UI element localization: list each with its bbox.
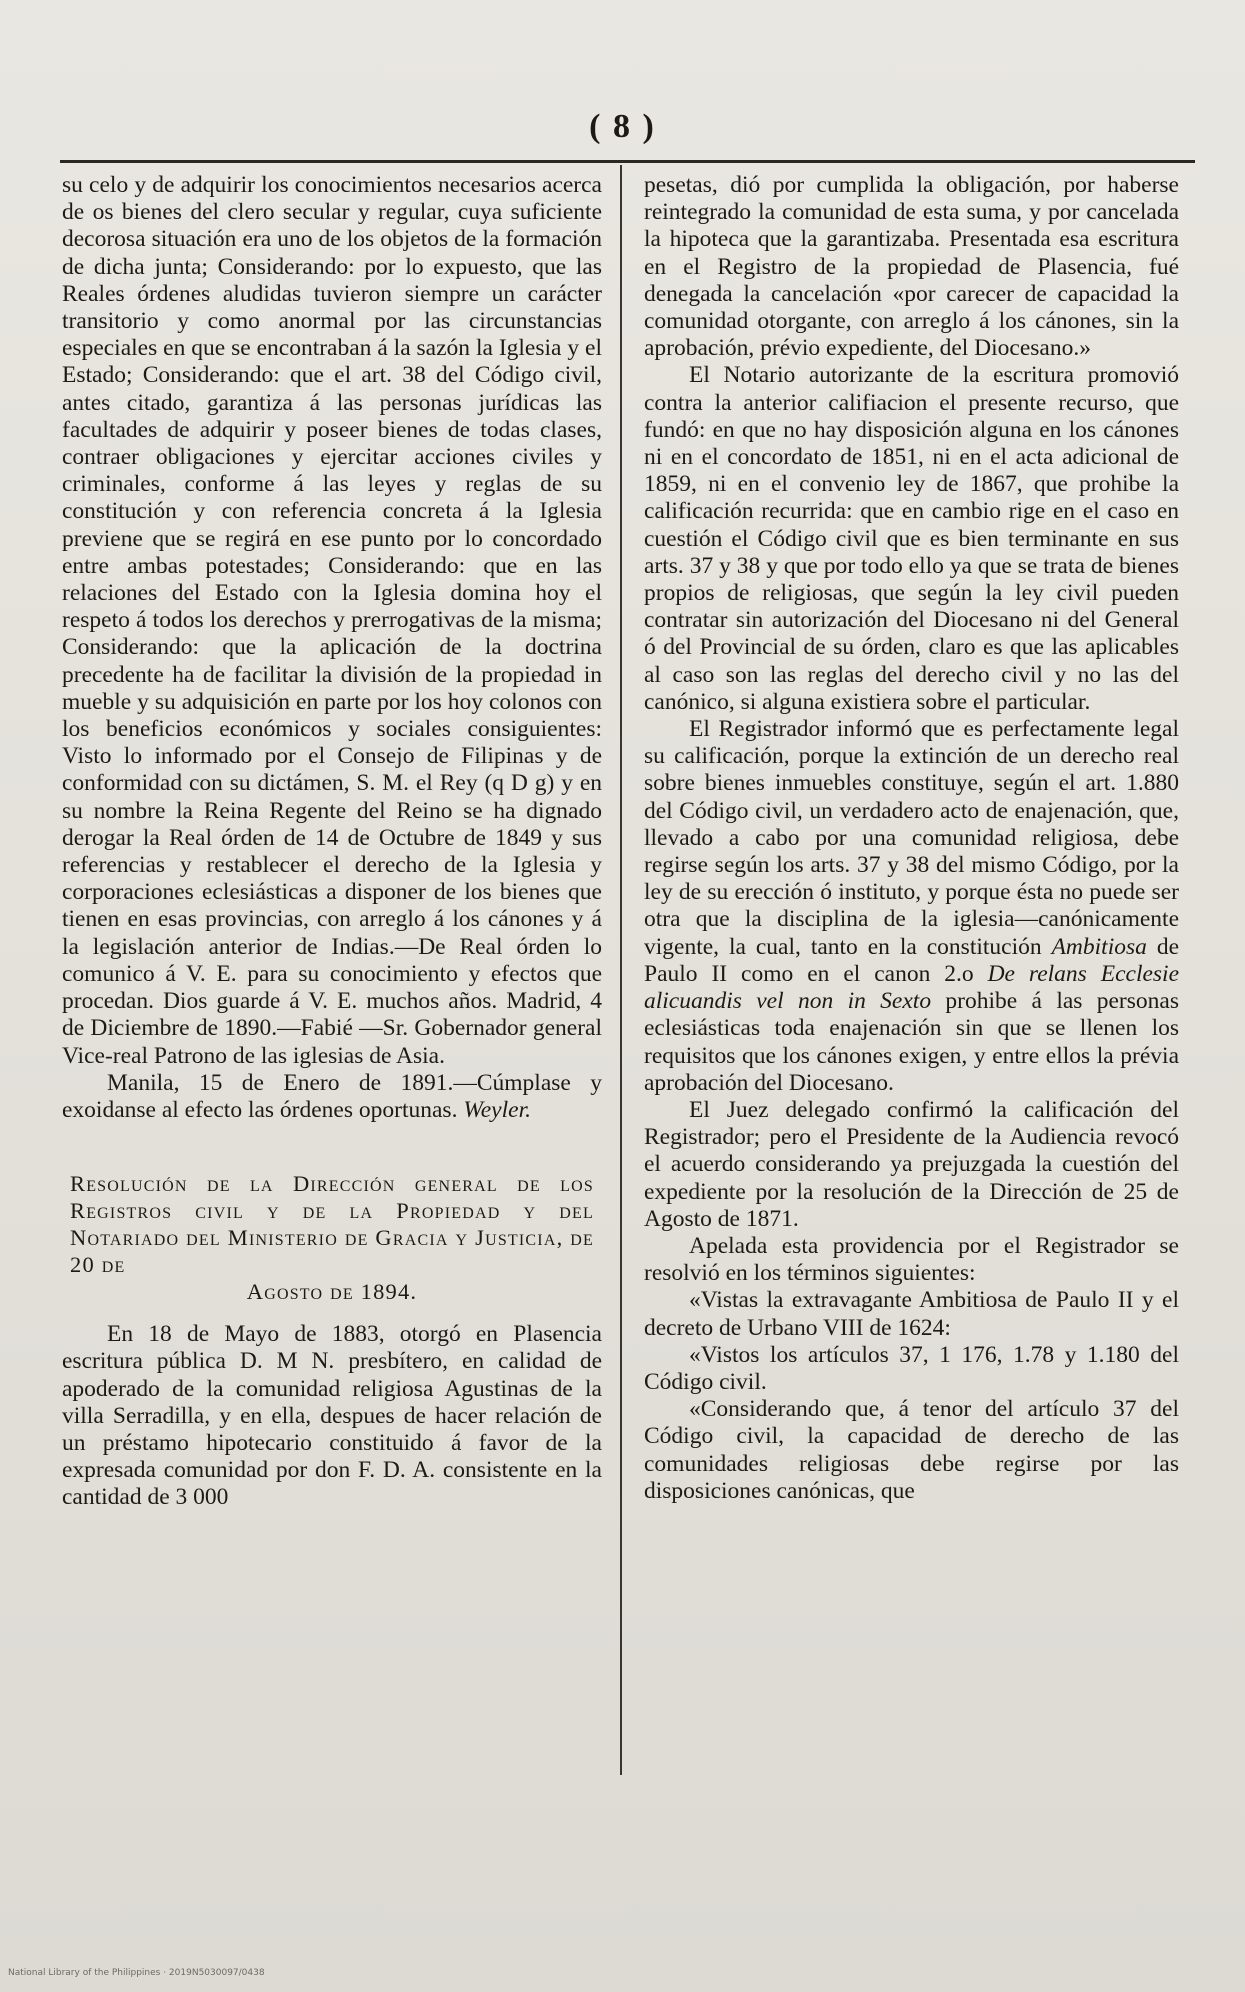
column-divider: [620, 165, 622, 1775]
right-paragraph-8: «Considerando que, á tenor del artículo 37 del Código civil, la capacidad de derecho de las comunidades religiosas debe regirse por las disposiciones canónicas, que: [644, 1396, 1179, 1504]
right-paragraph-3c: prohibe á las personas eclesiásticas toda enajenación sin que se llenen los requisitos que los cánones exigen, y entre ellos la prévia aprobación del Diocesano.: [644, 988, 1179, 1096]
right-paragraph-3b: de Paulo II como en el canon 2.o: [644, 933, 1179, 987]
resolution-heading-main: Resolución de la Dirección general de los Registros civil y de la Propiedad y del Notariado del Ministerio de Gracia y Justicia, de 20 de: [70, 1171, 594, 1278]
right-paragraph-3: [644, 716, 1179, 1097]
archive-footer: National Library of the Philippines · 2019N5030097/0438: [8, 1968, 265, 1978]
resolution-heading: [70, 1170, 594, 1305]
left-paragraph-2-text: Manila, 15 de Enero de 1891.—Cúmplase y exoidanse al efecto las órdenes oportunas.: [62, 1069, 602, 1123]
page-number: ( 8 ): [589, 108, 656, 145]
left-paragraph-2: [62, 1070, 602, 1124]
left-paragraph-1: su celo y de adquirir los conocimientos necesarios acerca de os bienes del clero secular y regular, cuya suficiente decorosa situación era uno de los objetos de la formación de dicha junta; Considerando: por lo expuesto, que las Reales órdenes aludidas tuvieron siempre un carácter transitorio y como anormal por las circunstancias especiales en que se encontraban á la sazón la Iglesia y el Estado; Considerando: que el art. 38 del Código civil, antes citado, garantiza á las personas jurídicas las facultades de adquirir y poseer bienes de todas clases, contraer obligaciones y ejercitar acciones civiles y criminales, conforme á las leyes y reglas de su constitución y con referencia concreta á la Iglesia previene que se regirá en ese punto por lo concordado entre ambas potestades; Considerando: que en las relaciones del Estado con la Iglesia domina hoy el respeto á todos los derechos y prerrogativas de la misma; Considerando: que la aplicación de la doctrina precedente ha de facilitar la división de la propiedad in mueble y su adquisición en parte por los hoy colonos con los beneficios económicos y sociales consiguientes: Visto lo informado por el Consejo de Filipinas y de conformidad con su dictámen, S. M. el Rey (q D g) y en su nombre la Reina Regente del Reino se ha dignado derogar la Real órden de 14 de Octubre de 1849 y sus referencias y restablecer el derecho de la Iglesia y corporaciones eclesiásticas a disponer de los bienes que tienen en esas provincias, con arreglo á los cánones y á la legislación anterior de Indias.—De Real órden lo comunico á V. E. para su conocimiento y efectos que procedan. Dios guarde á V. E. muchos años. Madrid, 4 de Diciembre de 1890.—Fabié —Sr. Gobernador general Vice-real Patrono de las iglesias de Asia.: [62, 172, 602, 1069]
right-paragraph-4: El Juez delegado confirmó la calificación del Registrador; pero el Presidente de la Audiencia revocó el acuerdo considerando ya prejuzgada la cuestión del expediente por la resolución de la Dirección de 25 de Agosto de 1871.: [644, 1096, 1179, 1232]
right-paragraph-2: El Notario autorizante de la escritura promovió contra la anterior califiacion el presente recurso, que fundó: en que no hay disposición alguna en los cánones ni en el concordato de 1851, ni en el acta adicional de 1859, ni en el convenio ley de 1867, que prohibe la calificación recurrida: que en cambio rige en el caso en cuestión el Código civil que es bien terminante en sus arts. 37 y 38 y que por todo ello ya que se trata de bienes propios de religiosas, que según la ley civil pueden contratar sin autorización del Diocesano ni del General ó del Provincial de su órden, claro es que las aplicables al caso son las reglas del derecho civil y no las del canónico, si alguna existiera sobre el particular.: [644, 362, 1179, 715]
italic-canon-title: De relans Ecclesie alicuandis vel non in Sexto: [644, 960, 1180, 1015]
left-column: [62, 172, 602, 1512]
right-paragraph-5: Apelada esta providencia por el Registrador se resolvió en los términos siguientes:: [644, 1232, 1179, 1287]
header-rule: [60, 160, 1195, 163]
resolution-heading-date: Agosto de 1894.: [246, 1279, 418, 1305]
right-paragraph-3a: El Registrador informó que es perfectamente legal su calificación, porque la extinción de un derecho real sobre bienes inmuebles constituye, según el art. 1.880 del Código civil, un verdadero acto de enajenación, que, llevado a cabo por una comunidad religiosa, debe regirse según los arts. 37 y 38 del mismo Código, por la ley de su erección ó instituto, y porque ésta no puede ser otra que la disciplina de la iglesia—canónicamente vigente, la cual, tanto en la constitución: [644, 716, 1179, 960]
right-paragraph-7: «Vistos los artículos 37, 1 176, 1.78 y 1.180 del Código civil.: [644, 1341, 1179, 1395]
right-paragraph-1: pesetas, dió por cumplida la obligación, por haberse reintegrado la comunidad de esta suma, y por cancelada la hipoteca que la garantizaba. Presentada esa escritura en el Registro de la propiedad de Plasencia, fué denegada la cancelación «por carecer de capacidad la comunidad otorgante, con arreglo á los cánones, sin la aprobación, prévio expediente, del Diocesano.»: [644, 172, 1179, 362]
left-paragraph-3: En 18 de Mayo de 1883, otorgó en Plasencia escritura pública D. M N. presbítero, en calidad de apoderado de la comunidad religiosa Agustinas de la villa Serradilla, y en ella, despues de hacer relación de un préstamo hipotecario constituido á favor de la expresada comunidad por don F. D. A. consistente en la cantidad de 3 000: [62, 1321, 602, 1511]
right-paragraph-6: «Vistas la extravagante Ambitiosa de Paulo II y el decreto de Urbano VIII de 1624:: [644, 1287, 1179, 1341]
italic-ambitiosa: Ambitiosa: [1051, 933, 1147, 960]
right-column: [644, 172, 1179, 1505]
signature-weyler: Weyler.: [463, 1096, 531, 1123]
